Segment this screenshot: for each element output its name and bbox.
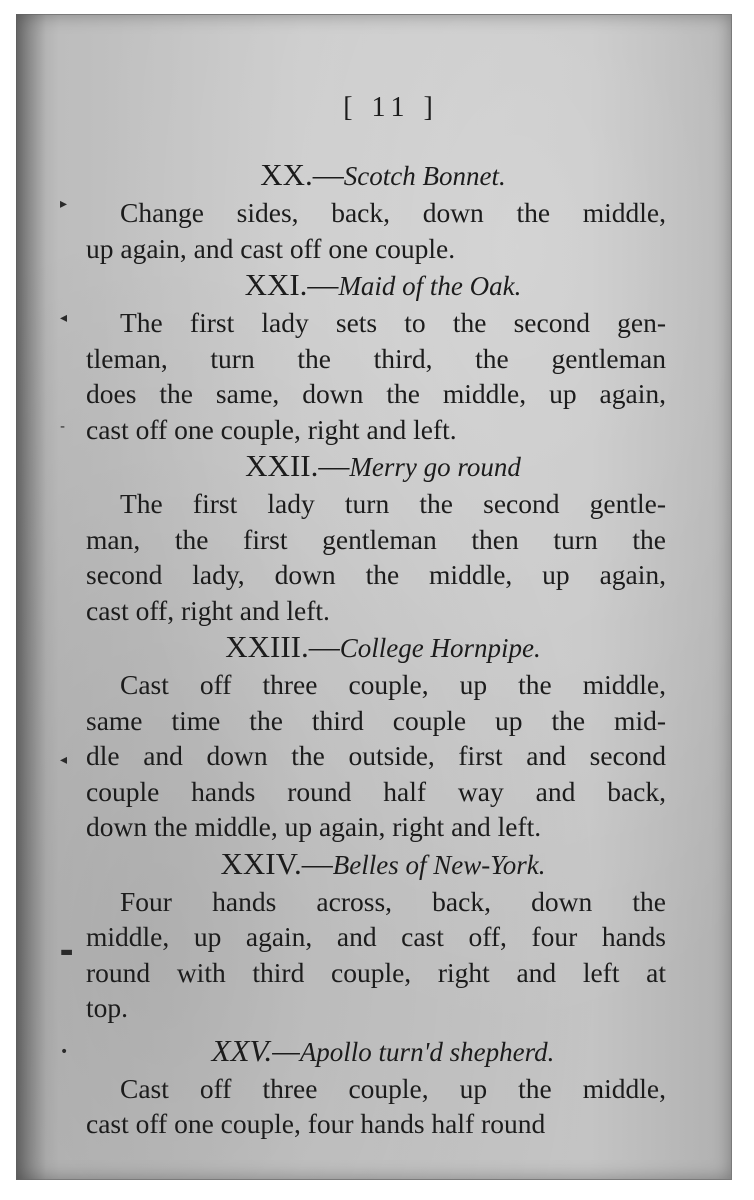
- dance-line: tleman, turn the third, the gentleman: [86, 342, 666, 374]
- dance-line: Cast off three couple, up the middle,: [120, 1072, 666, 1104]
- dance-line: man, the first gentleman then turn the: [86, 523, 666, 555]
- page-number: [ 11 ]: [343, 92, 439, 123]
- dance-entry: [86, 1032, 666, 1142]
- dance-title: Belles of New-York.: [332, 849, 546, 880]
- dance-line: second lady, down the middle, up again,: [86, 559, 666, 590]
- dance-line: cast off one couple, four hands half round: [86, 1108, 546, 1139]
- margin-mark: •: [60, 1044, 69, 1060]
- dance-heading: [86, 156, 666, 195]
- dance-line: dle and down the outside, first and second: [86, 740, 666, 771]
- dance-line: middle, up again, and cast off, four hands: [86, 921, 666, 952]
- dance-line: down the middle, up again, right and left.: [86, 811, 542, 842]
- dance-numeral: XXIV.—: [220, 845, 333, 881]
- dance-heading: [86, 845, 666, 884]
- dance-numeral: XXV.—: [211, 1032, 300, 1068]
- dance-numeral: XXI.—: [244, 267, 339, 302]
- dance-entry: [86, 628, 666, 845]
- dance-line: Cast off three couple, up the middle,: [120, 669, 666, 700]
- dance-title: College Hornpipe.: [339, 633, 541, 663]
- margin-mark: ◂: [60, 752, 68, 768]
- book-page: [16, 14, 732, 1180]
- margin-mark: ▬: [60, 944, 74, 960]
- dance-title: Apollo turn'd shepherd.: [299, 1036, 555, 1067]
- dance-numeral: XXIII.—: [225, 629, 340, 664]
- dance-heading: [86, 1032, 666, 1071]
- dance-entry: [86, 845, 666, 1026]
- margin-mark: ▸: [60, 196, 68, 212]
- dance-entry: [86, 447, 666, 628]
- margin-mark: -: [60, 419, 66, 435]
- dance-line: cast off, right and left.: [86, 594, 330, 626]
- dance-entry: [86, 156, 666, 266]
- dance-line: up again, and cast off one couple.: [86, 232, 456, 264]
- dance-line: does the same, down the middle, up again,: [86, 378, 666, 409]
- margin-mark: ◂: [60, 310, 68, 326]
- dance-heading: [86, 628, 666, 667]
- dance-title: Maid of the Oak.: [338, 271, 522, 301]
- dance-line: Four hands across, back, down the: [120, 885, 666, 917]
- dance-entry: [86, 266, 666, 447]
- dance-line: cast off one couple, right and left.: [86, 413, 457, 445]
- dance-line: top.: [86, 992, 129, 1023]
- dance-line: Change sides, back, down the middle,: [120, 197, 666, 228]
- dance-line: couple hands round half way and back,: [86, 775, 666, 807]
- page-shadow-edge: [16, 14, 46, 1180]
- dance-line: The first lady turn the second gentle-: [120, 488, 666, 519]
- dance-line: The first lady sets to the second gen-: [120, 307, 666, 338]
- dance-title: Scotch Bonnet.: [343, 161, 506, 191]
- dance-heading: [86, 447, 666, 486]
- dance-heading: [86, 266, 666, 305]
- dance-title: Merry go round: [349, 452, 521, 482]
- page-text: [86, 92, 666, 1142]
- dance-numeral: XX.—: [260, 157, 344, 192]
- dance-numeral: XXII.—: [245, 448, 350, 483]
- dance-line: same time the third couple up the mid-: [86, 704, 666, 736]
- dance-line: round with third couple, right and left at: [86, 956, 666, 988]
